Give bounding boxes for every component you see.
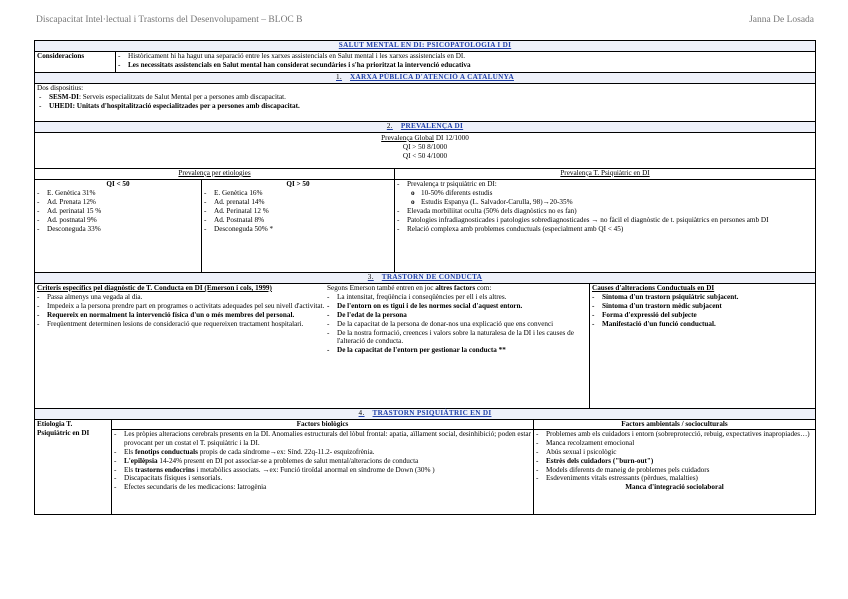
factor-ambiental-item: - Abús sexual i psicològic: [534, 448, 815, 457]
etiologia-label-line2: Psiquiàtric en DI: [37, 428, 90, 437]
section-4-body: [35, 419, 815, 514]
criteri-item: - Passa almenys una vegada al dia.: [35, 293, 325, 302]
factor-biologic-item: - Efectes secundaris de les medicacions: Iatrogènia: [112, 483, 533, 492]
psiquiatric-item: - Elevada morbiliitat oculta (50% dels diagnòstics no es fan): [395, 207, 815, 216]
emerson-item: - De l'edat de la persona: [325, 311, 589, 320]
factor-biologic-item: - Les pròpies alteracions cerebrals presents en la DI. Anomalies estructurals del lòbul frontal: apatia, aïllament social, desinhibició; poden estar provocant per un costat el T. psiquiàtric i la DI.: [112, 430, 533, 448]
factors-biologics-list: [112, 430, 533, 492]
factor-ambiental-item: - Estrès dels cuidadors ("burn-out"): [534, 457, 815, 466]
emerson-item: - De la capacitat de l'entorn per gestionar la conducta **: [325, 346, 589, 355]
section-1-title-text: XARXA PÚBLICA D'ATENCIÓ A CATALUNYA: [350, 73, 514, 81]
prevalenca-headers: [35, 168, 815, 179]
section-2-title: [35, 121, 815, 132]
criteri-item: - Impedeix a la persona prendre part en programes o activitats adequades pel seu nivell d'activitat.: [35, 302, 325, 311]
section-2-title-text: PREVALENÇA DI: [400, 122, 464, 130]
etiologia-label-line1: Etiologia T.: [37, 420, 73, 428]
dispositiu-name: UHEDI: [49, 101, 73, 110]
psiquiatric-item: - Prevalença tr psiquiàtric en DI:: [395, 180, 815, 189]
qi-high-item: - Ad. Perinatal 12 %: [202, 207, 394, 216]
main-title: SALUT MENTAL EN DI: PSICOPATOLOGIA I DI: [35, 41, 815, 51]
section-3-title: [35, 272, 815, 283]
factor-prefix: Els: [124, 465, 135, 474]
qi-low-item: - Desconeguda 33%: [35, 225, 201, 234]
section-1-number: 1.: [336, 73, 342, 81]
prevalenca-global-line: [35, 134, 815, 143]
prevalenca-global-qi-high: QI > 50 8/1000: [402, 142, 448, 151]
factor-ambiental-item: - Manca recolzament emocional: [534, 439, 815, 448]
factor-prefix: Els: [124, 447, 135, 456]
emerson-column: [325, 284, 589, 408]
qi-low-column: [35, 180, 201, 272]
prevalenca-global-qi-low: QI < 50 4/1000: [402, 151, 448, 160]
consideracions-list: [115, 52, 815, 72]
qi-low-item: - Ad. Prenata 12%: [35, 198, 201, 207]
dispositius-list: [37, 93, 813, 111]
section-1-intro: Dos dispositius:: [37, 84, 84, 92]
qi-high-list: [202, 189, 394, 234]
dispositiu-desc: : Unitats d'hospitalització especialitzades per a persones amb discapacitat.: [72, 101, 300, 110]
section-3-title-text: TRASTORN DE CONDUCTA: [381, 273, 483, 281]
causa-item: - Síntoma d'un trastorn mèdic subjacent: [590, 302, 815, 311]
factors-ambientals-list: [534, 430, 815, 483]
summary-table: [34, 40, 816, 515]
criteri-item: - Freqüentment determinen lesions de consideració que requereixen tractament hospitalari.: [35, 320, 325, 329]
dispositiu-item: [37, 102, 813, 111]
qi-high-item: - Ad. prenatal 14%: [202, 198, 394, 207]
causes-list: [590, 293, 815, 329]
factor-key: L'epilèpsia: [124, 456, 158, 465]
consideracions-label: Consideracions: [37, 52, 85, 60]
factor-text: 14-24% present en DI pot associar-se a problemes de salut mental/alteracions de conducta: [157, 456, 419, 465]
factors-biologics-title: Factors biològics: [112, 420, 533, 430]
emerson-item: - De la nostra formació, creences i valors sobre la naturalesa de la DI i les causes de l'alteració de conducta.: [325, 329, 589, 347]
factor-ambiental-item: - Problemes amb els cuidadors i entorn (sobreprotecció, rebuig, expectatives inapropiades…): [534, 430, 815, 439]
emerson-item: - De l'entorn on es tigui i de les normes social d'aquest entorn.: [325, 302, 589, 311]
dispositiu-name: SESM-DI: [49, 92, 79, 101]
qi-high-item: - E. Genètica 16%: [202, 189, 394, 198]
criteris-column: [35, 284, 325, 408]
prevalenca-detail: [35, 179, 815, 272]
emerson-list: [325, 293, 589, 355]
emerson-intro: [325, 284, 589, 293]
factor-ambiental-last: Manca d'integració sociolaboral: [625, 483, 724, 492]
psiquiatric-subitem: o Estudis Espanya (L. Salvador-Carulla, 98)→20-35%: [395, 198, 815, 207]
emerson-intro-c: com:: [475, 284, 492, 292]
qi-low-item: - Ad. perinatal 15 %: [35, 207, 201, 216]
section-4-number: 4.: [358, 409, 365, 417]
section-3-number: 3.: [367, 273, 374, 281]
qi-high-title: QI > 50: [286, 180, 310, 188]
etiologia-label: [35, 420, 111, 514]
causa-item: - Manifestació d'un funció conductual.: [590, 320, 815, 329]
emerson-intro-b: altres factors: [435, 284, 476, 292]
factor-biologic-item: [112, 448, 533, 457]
dispositiu-desc: : Serveis especialitzats de Salut Mental per a persones amb discapacitat.: [78, 92, 286, 101]
page-header-left: Discapacitat Intel·lectual i Trastorns del Desenvolupament – BLOC B: [36, 15, 303, 25]
qi-high-item: - Desconeguda 50% *: [202, 225, 394, 234]
qi-low-list: [35, 189, 201, 234]
qi-high-item: - Ad. Postnatal 8%: [202, 216, 394, 225]
psiquiatric-title: Prevalença T. Psiquiàtric en DI: [394, 169, 815, 179]
causes-title: Causes d'alteracions Conductuals en DI: [592, 284, 715, 292]
prevalenca-global: [35, 132, 815, 168]
factor-text: i metabòlics associats. →ex: Funció tiroïdal anormal en síndrome de Down (30% ): [194, 465, 435, 474]
factor-key: fenotips conductuals: [134, 447, 198, 456]
criteris-list: [35, 293, 325, 329]
qi-high-column: [201, 180, 394, 272]
factor-key: trastorns endocrins: [134, 465, 195, 474]
qi-low-item: - E. Genètica 31%: [35, 189, 201, 198]
psiquiatric-list: [394, 180, 815, 272]
section-4-title: [35, 408, 815, 419]
qi-low-item: - Ad. postnatal 9%: [35, 216, 201, 225]
factor-biologic-item: [112, 466, 533, 475]
psiquiatric-subitem: o 10-50% diferents estudis: [395, 189, 815, 198]
etiologies-title: Prevalença per etiologies: [178, 169, 251, 177]
psiquiatric-item: - Relació complexa amb problemes conductuals (especialment amb QI < 45): [395, 225, 815, 234]
factor-ambiental-item: - Models diferents de maneig de problemes pels cuidadors: [534, 466, 815, 475]
page-header-right: Janna De Losada: [749, 15, 814, 25]
prevalenca-global-value: DI 12/1000: [435, 134, 469, 142]
emerson-intro-a: Segons Emerson també entren en joc: [327, 284, 436, 292]
section-3-body: [35, 283, 815, 408]
consideracions-row: [35, 51, 815, 72]
factors-biologics-column: [111, 420, 533, 514]
emerson-item: - De la capacitat de la persona de donar-nos una explicació que ens convenci: [325, 320, 589, 329]
factors-ambientals-title: Factors ambientals / socioculturals: [534, 420, 815, 430]
consideracio-item: - Les necessitats assistencials en Salut mental han considerat secundàries i s'ha prioritzat la intervenció educativa: [116, 61, 815, 70]
section-2-number: 2.: [386, 122, 393, 130]
section-1-title: [35, 72, 815, 83]
prevalenca-global-title: Prevalença Global: [381, 134, 435, 142]
factor-text: propis de cada síndrome→ex: Sínd. 22q-11.2- esquizofrènia.: [197, 447, 375, 456]
factor-biologic-item: [112, 457, 533, 466]
factors-ambientals-column: [533, 420, 815, 514]
criteris-title: Criteris específics pel diagnòstic de T. Conducta en DI (Emerson i cols, 1999): [37, 284, 272, 292]
dispositiu-item: [37, 93, 813, 102]
psiquiatric-item: - Patologies infradiagnosticades i patologies sobrediagnosticades → no fàcil el diagnòstic de t. psiquiàtrics en persones amb DI: [395, 216, 815, 225]
causa-item: - Forma d'expressió del subjecte: [590, 311, 815, 320]
factor-biologic-item: - Discapacitats físiques i sensorials.: [112, 474, 533, 483]
causes-column: [589, 284, 815, 408]
criteri-item: - Requereix en normalment la intervenció física d'un o més membres del personal.: [35, 311, 325, 320]
section-4-title-text: TRASTORN PSIQUIÀTRIC EN DI: [372, 409, 492, 417]
qi-low-title: QI < 50: [106, 180, 130, 188]
emerson-item: - La intensitat, freqüència i conseqüències per ell i els altres.: [325, 293, 589, 302]
consideracio-item: - Històricament hi ha hagut una separació entre les xarxes assistencials en Salut mental i les xarxes assistencials en DI.: [116, 52, 815, 61]
causa-item: - Síntoma d'un trastorn psiquiàtric subjacent.: [590, 293, 815, 302]
factor-ambiental-item: - Esdeveniments vitals estressants (pèrdues, malalties): [534, 474, 815, 483]
section-1-body: [35, 83, 815, 121]
